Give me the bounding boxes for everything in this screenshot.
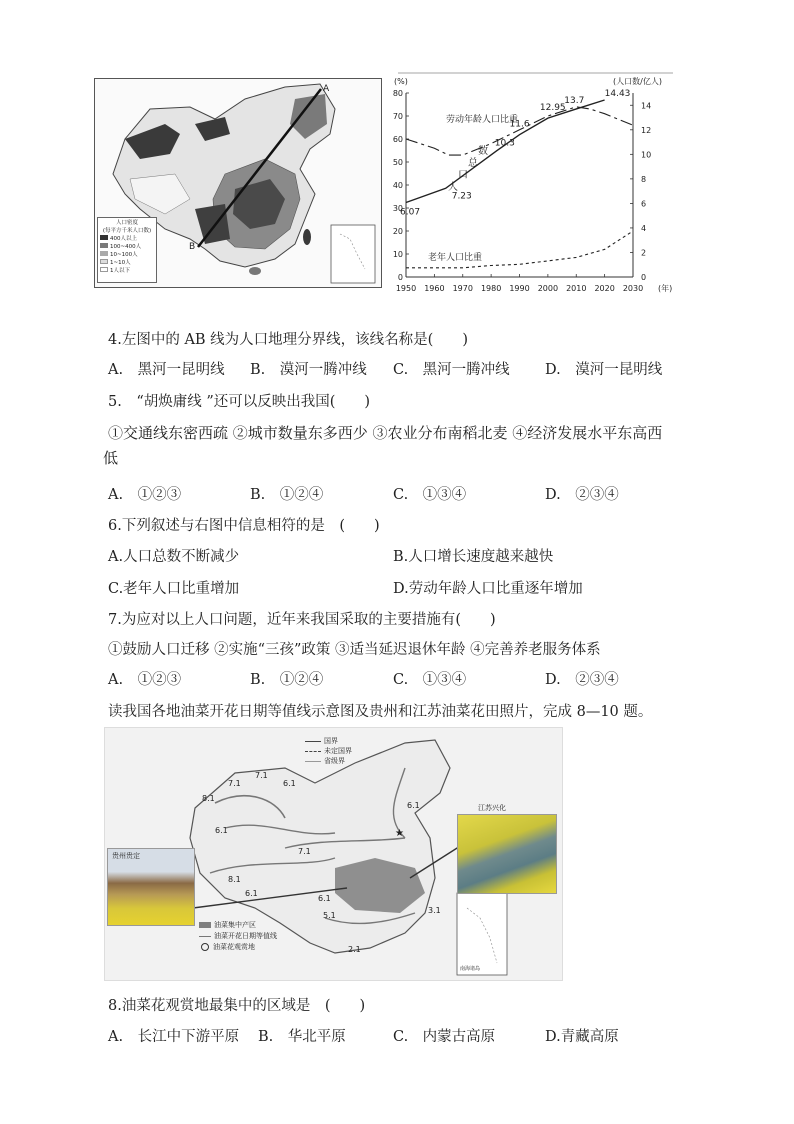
point-b-label: B [189,242,196,252]
left-tick-label: 10 [392,250,403,259]
taiwan [303,229,311,245]
isoline-label: 6.1 [283,779,296,788]
q8-option-d[interactable]: D.青藏高原 [545,1029,619,1045]
x-tick-label: 2000 [537,284,559,293]
right-tick-label: 2 [641,248,647,258]
q4-option-b[interactable]: B. 漠河一腾冲线 [250,362,367,378]
inset-label: 南海诸岛 [460,966,481,972]
left-tick-label: 80 [392,89,403,98]
legend-title: 人口密度 [115,220,138,226]
border-legend [305,736,352,766]
series-label-total-char: 人 [448,182,458,193]
capital-star-icon: ★ [395,828,404,839]
legend-subtitle: (每平方千米人口数) [102,228,152,234]
right-unit-label: (人口数/亿人) [613,77,662,86]
legend-isoline: 油菜开花日期等值线 [214,932,277,940]
q5-option-c[interactable]: C. ①③④ [393,487,467,503]
isoline-label: 8.1 [228,875,241,884]
q6-stem: 6.下列叙述与右图中信息相符的是 ( ) [108,518,380,534]
point-a-label: A [323,84,330,94]
legend-national-border: 国界 [324,737,338,745]
q4-option-a[interactable]: A. 黑河一昆明线 [108,362,225,378]
x-tick-label: 1960 [424,284,445,293]
data-label: 6.07 [400,207,421,218]
q7-option-a[interactable]: A. ①②③ [108,672,182,688]
q8-option-c[interactable]: C. 内蒙古高原 [393,1029,496,1045]
hainan [249,267,261,275]
right-tick-label: 10 [641,150,652,160]
x-tick-label: 2030 [622,284,644,293]
data-label: 11.6 [509,119,530,130]
rapeseed-legend [199,920,277,953]
q4-option-c[interactable]: C. 黑河一腾冲线 [393,362,510,378]
q6-option-c[interactable]: C.老年人口比重增加 [108,581,240,597]
isoline-label: 3.1 [428,906,441,915]
population-line-chart [388,70,688,300]
data-label: 7.23 [451,191,472,202]
x-tick-label: 2020 [594,284,615,293]
left-tick-label: 20 [392,227,403,236]
q7-stem: 7.为应对以上人口问题，近年来我国采取的主要措施有( ) [108,612,496,628]
q8-option-a[interactable]: A. 长江中下游平原 [108,1029,240,1045]
isoline-label: 6.1 [318,894,331,903]
x-tick-label: 2010 [566,284,587,293]
isoline-label: 6.1 [407,801,420,810]
x-tick-label: 1950 [395,284,417,293]
left-tick-label: 40 [392,181,403,190]
x-axis-label: (年) [658,284,673,293]
q7-option-b[interactable]: B. ①②④ [250,672,324,688]
legend-item: 100~400人 [100,243,154,251]
data-label: 12.95 [539,103,566,114]
q7-option-c[interactable]: C. ①③④ [393,672,467,688]
q4-option-d[interactable]: D. 漠河一昆明线 [545,362,663,378]
right-tick-label: 8 [641,174,647,184]
q4-stem: 4.左图中的 AB 线为人口地理分界线，该线名称是( ) [108,332,468,348]
legend-undetermined-border: 未定国界 [324,747,352,755]
q5-line2: 低 [103,449,119,467]
population-density-map [94,78,382,288]
q8-stem: 8.油菜花观赏地最集中的区域是 ( ) [108,998,366,1014]
q5-option-b[interactable]: B. ①②④ [250,487,324,503]
q6-option-a[interactable]: A.人口总数不断减少 [108,549,240,565]
isoline-label: 5.1 [323,911,336,920]
legend-viewing-site: 油菜花观赏地 [213,943,255,951]
legend-provincial-border: 省级界 [324,757,345,765]
q6-option-b[interactable]: B.人口增长速度越来越快 [393,549,554,565]
left-tick-label: 60 [392,135,403,144]
left-tick-label: 70 [392,112,403,121]
photo-jiangsu-caption: 江苏兴化 [478,804,506,812]
legend-item: 1人以下 [100,267,154,275]
legend-item: 1~10人 [100,259,154,267]
isoline-label: 7.1 [255,771,268,780]
south-sea-inset-2 [457,893,507,975]
series-label-labor: 劳动年龄人口比重 [446,115,519,125]
left-tick-label: 0 [397,273,403,282]
left-unit-label: (%) [394,77,408,86]
south-sea-inset [331,225,375,283]
right-tick-label: 4 [641,223,647,233]
photo-guizhou-caption: 贵州贵定 [112,852,140,860]
series-line-0 [406,107,633,155]
left-tick-label: 50 [392,158,403,167]
x-tick-label: 1970 [452,284,473,293]
data-label: 14.43 [604,88,631,99]
isoline-label: 8.1 [202,794,215,803]
series-label-total-char: 总 [468,158,478,169]
legend-production-area: 油菜集中产区 [214,921,256,929]
q5-stem: 5. “胡焕庸线 ”还可以反映出我国( ) [108,394,371,410]
photo-jiangsu [457,804,557,894]
right-tick-label: 14 [641,101,652,111]
q5-line1: ①交通线东密西疏 ②城市数量东多西少 ③农业分布南稻北麦 ④经济发展水平东高西 [108,424,663,442]
q6-option-d[interactable]: D.劳动年龄人口比重逐年增加 [393,581,583,597]
right-tick-label: 12 [641,125,652,135]
series-label-total-char: 口 [458,170,468,181]
legend-item: 10~100人 [100,251,154,259]
q8-10-intro: 读我国各地油菜开花日期等值线示意图及贵州和江苏油菜花田照片，完成 8—10 题。 [108,704,653,720]
data-label: 10.3 [494,138,515,149]
isoline-label: 2.1 [348,945,361,954]
q7-option-d[interactable]: D. ②③④ [545,672,619,688]
isoline-label: 6.1 [215,826,228,835]
series-label-elderly: 老年人口比重 [428,253,483,263]
q5-option-a[interactable]: A. ①②③ [108,487,182,503]
q5-option-d[interactable]: D. ②③④ [545,487,619,503]
isoline-label: 7.1 [228,779,241,788]
map1-legend [97,217,157,283]
data-label: 13.7 [564,95,585,106]
left-tick-label: 30 [392,204,403,213]
x-tick-label: 1990 [509,284,530,293]
photo-guizhou [107,848,195,926]
q7-line1: ①鼓励人口迁移 ②实施“三孩”政策 ③适当延迟退休年龄 ④完善养老服务体系 [108,642,601,658]
q8-option-b[interactable]: B. 华北平原 [258,1029,346,1045]
series-label-total-char: 数 [478,146,488,157]
legend-item: 400人以上 [100,235,154,243]
isoline-label: 7.1 [298,847,311,856]
right-tick-label: 0 [641,273,647,282]
right-tick-label: 6 [641,199,647,209]
x-tick-label: 1980 [480,284,502,293]
rapeseed-flowering-map [104,727,563,981]
isoline-label: 6.1 [245,889,258,898]
